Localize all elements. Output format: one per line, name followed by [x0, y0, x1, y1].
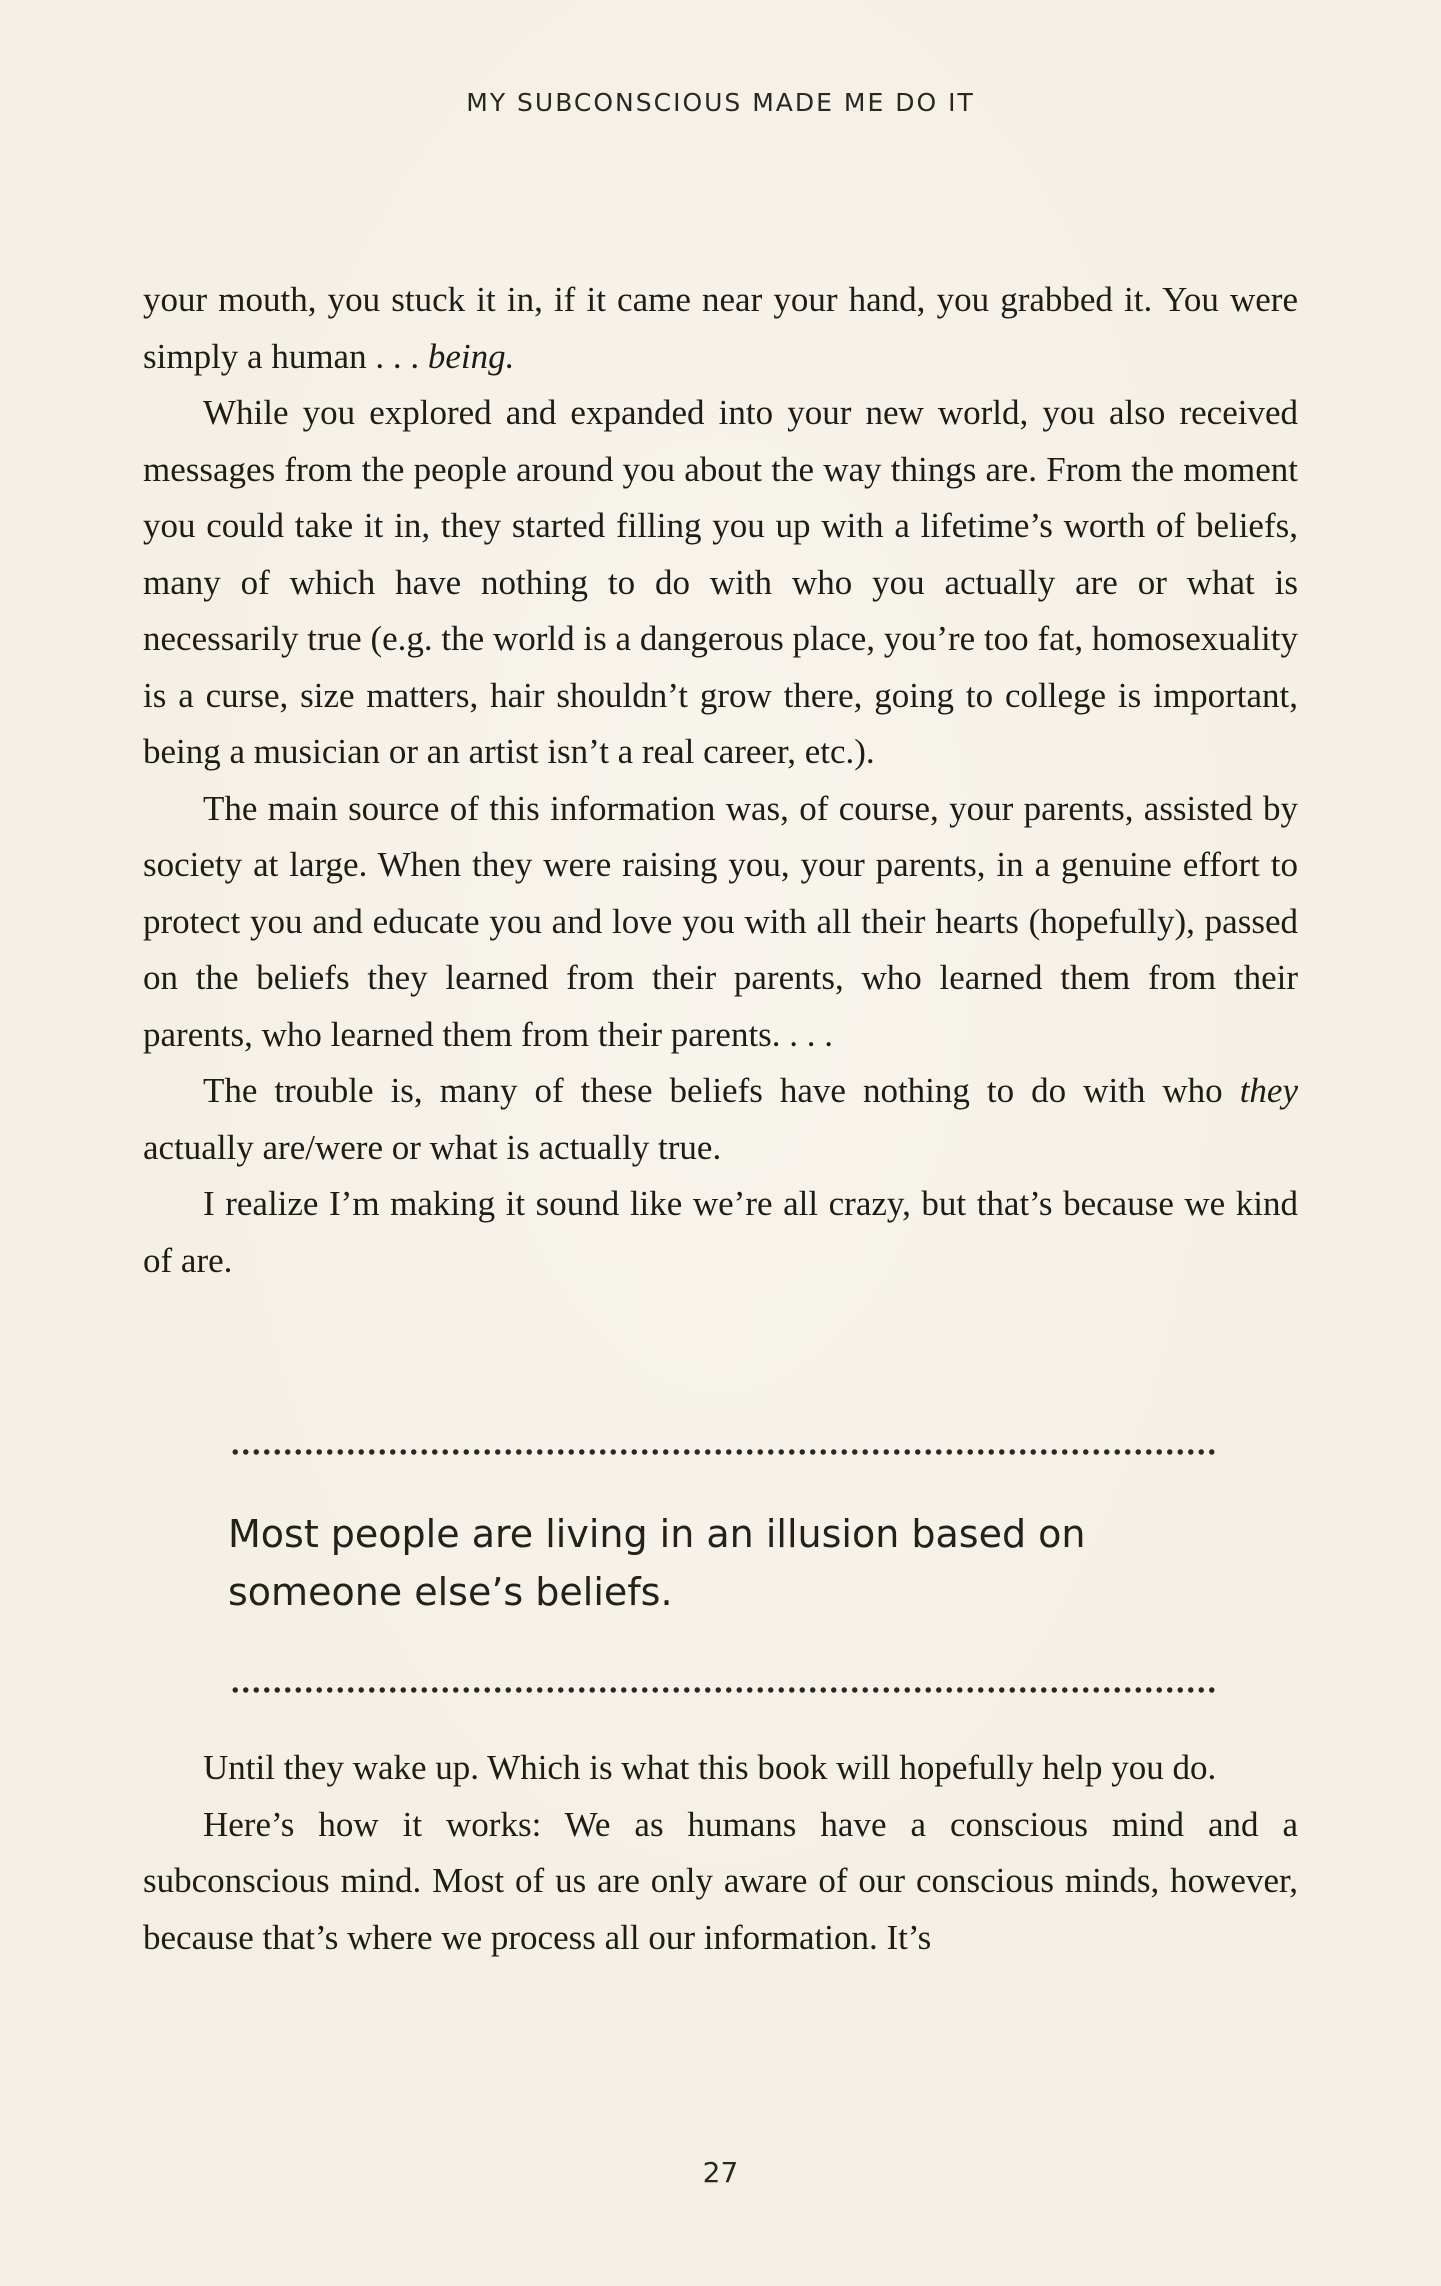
paragraph-3: The main source of this information was, of course, your parents, assisted by society at large. When they were raising you, your parents, in a genuine effort to protect you and educate you and love you with all their hearts (hopefully), passed on the beliefs they learned from their parents, who learned them from their parents, who learned them from their parents. . . . — [143, 788, 1298, 1054]
paragraph-1-text: your mouth, you stuck it in, if it came near your hand, you grabbed it. You were simply a human . . . — [143, 280, 1298, 376]
paragraph-4 — [143, 1063, 1298, 1176]
paragraph-4-italic: they — [1239, 1071, 1298, 1110]
page-number: 27 — [702, 2156, 739, 2189]
paragraph-1-italic: being. — [427, 336, 515, 376]
pull-quote: Most people are living in an illusion based on someone else’s beliefs. — [228, 1512, 1086, 1614]
dotted-rule-top — [230, 1446, 1215, 1458]
running-head: MY SUBCONSCIOUS MADE ME DO IT — [466, 88, 975, 117]
paragraph-4-text-a: The trouble is, many of these beliefs have nothing to do with who — [203, 1071, 1240, 1110]
paragraph-2: While you explored and expanded into your new world, you also received messages from the people around you about the way things are. From the moment you could take it in, they started filling you up with a lifetime’s worth of beliefs, many of which have nothing to do with who you actually are or what is necessarily true (e.g. the world is a dangerous place, you’re too fat, homosexuality is a curse, size matters, hair shouldn’t grow there, going to college is important, being a musician or an artist isn’t a real career, etc.). — [143, 393, 1298, 771]
paragraph-4-text-b: actually are/were or what is actually true. — [143, 1127, 722, 1167]
dotted-rule-bottom — [230, 1684, 1215, 1696]
paragraph-6: Until they wake up. Which is what this book will hopefully help you do. — [203, 1748, 1217, 1787]
body-text-bottom — [143, 1740, 1298, 1966]
paragraph-1 — [143, 272, 1298, 385]
body-text-top — [143, 272, 1298, 1289]
paragraph-5: I realize I’m making it sound like we’re all crazy, but that’s because we kind of are. — [143, 1184, 1298, 1280]
paragraph-7: Here’s how it works: We as humans have a conscious mind and a subconscious mind. Most of us are only aware of our conscious minds, however, because that’s where we process all our information. It’s — [143, 1804, 1298, 1957]
